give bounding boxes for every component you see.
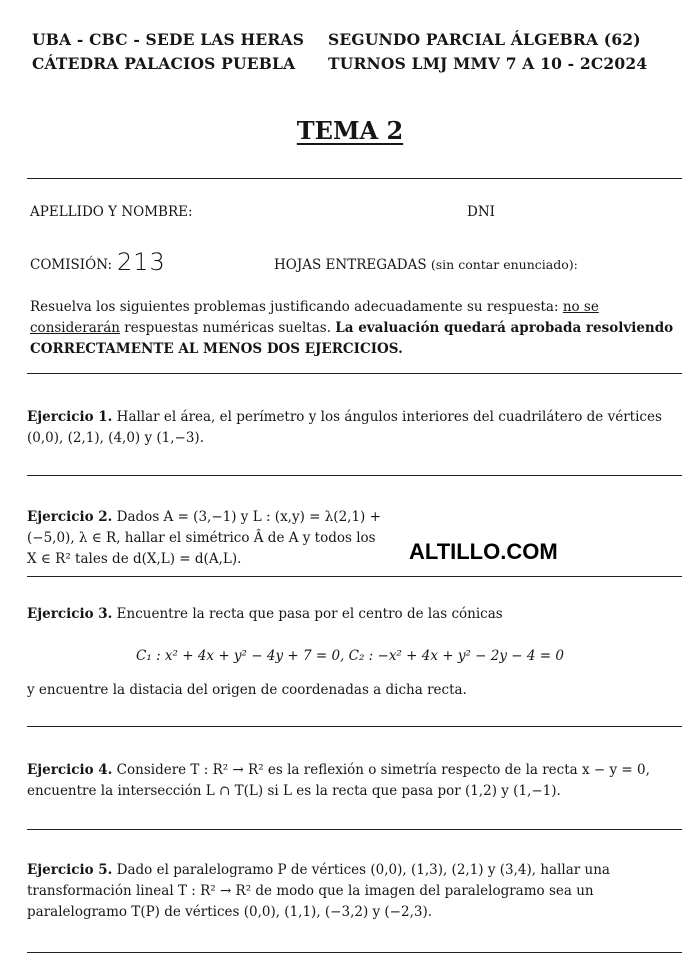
- instructions-underlined: no se considerarán: [30, 299, 599, 336]
- divider: [27, 726, 682, 727]
- exercise-2-text: Dados A = (3,−1) y L : (x,y) = λ(2,1) + (−5,0), λ ∈ R, hallar el simétrico Â de A y todos los X ∈ R² tales de d(X,L) = d(A,L).: [27, 509, 381, 567]
- exercise-3-label: Ejercicio 3.: [27, 606, 113, 622]
- instructions: [30, 297, 678, 360]
- divider: [27, 178, 682, 179]
- apellido-label: APELLIDO Y NOMBRE:: [30, 204, 193, 220]
- comision-label: COMISIÓN:: [30, 257, 113, 273]
- watermark: ALTILLO.COM: [409, 539, 558, 564]
- instructions-text-2: respuestas numéricas sueltas.: [124, 320, 336, 336]
- divider: [27, 373, 682, 374]
- conics-equation: C₁ : x² + 4x + y² − 4y + 7 = 0, C₂ : −x² + 4x + y² − 2y − 4 = 0: [136, 648, 564, 664]
- exercise-4-text: Considere T : R² → R² es la reflexión o simetría respecto de la recta x − y = 0, encuentre la intersección L ∩ T(L) si L es la recta que pasa por (1,2) y (1,−1).: [27, 762, 650, 799]
- exercise-1-text: Hallar el área, el perímetro y los ángulos interiores del cuadrilátero de vértices (0,0), (2,1), (4,0) y (1,−3).: [27, 409, 662, 446]
- exercise-5-text: Dado el paralelogramo P de vértices (0,0), (1,3), (2,1) y (3,4), hallar una transformación lineal T : R² → R² de modo que la imagen del paralelogramo sea un paralelogramo T(P) de vértices (0,0), (1,1), (−3,2) y (−2,3).: [27, 862, 610, 920]
- hojas-note: (sin contar enunciado):: [430, 257, 578, 272]
- exercise-4-label: Ejercicio 4.: [27, 762, 113, 778]
- divider: [27, 952, 682, 953]
- exercise-3-text: Encuentre la recta que pasa por el centro de las cónicas: [116, 606, 503, 622]
- header-catedra: CÁTEDRA PALACIOS PUEBLA: [32, 54, 296, 73]
- instructions-bold: La evaluación quedará aprobada resolviendo CORRECTAMENTE AL MENOS DOS EJERCICIOS.: [30, 320, 674, 357]
- exercise-3-text-2: y encuentre la distacia del origen de coordenadas a dicha recta.: [27, 682, 467, 698]
- exercise-4: [27, 760, 677, 802]
- dni-label: DNI: [467, 204, 495, 220]
- exercise-1-label: Ejercicio 1.: [27, 409, 113, 425]
- exercise-2-label: Ejercicio 2.: [27, 509, 113, 525]
- instructions-text-1: Resuelva los siguientes problemas justificando adecuadamente su respuesta:: [30, 299, 563, 315]
- exercise-5: [27, 860, 677, 923]
- exercise-3: [27, 604, 677, 625]
- exercise-1: [27, 407, 677, 449]
- header-turnos: TURNOS LMJ MMV 7 A 10 - 2C2024: [328, 54, 648, 73]
- hojas-label: HOJAS ENTREGADAS: [274, 257, 427, 273]
- hojas-entregadas-label: [274, 257, 578, 273]
- comision-handwritten-value: 213: [117, 248, 166, 276]
- divider: [27, 475, 682, 476]
- header-exam-title: SEGUNDO PARCIAL ÁLGEBRA (62): [328, 30, 641, 49]
- exercise-2: [27, 507, 387, 570]
- header-institution: UBA - CBC - SEDE LAS HERAS: [32, 30, 305, 49]
- divider: [27, 829, 682, 830]
- exercise-5-label: Ejercicio 5.: [27, 862, 113, 878]
- divider: [27, 576, 682, 577]
- page-title: TEMA 2: [296, 116, 404, 145]
